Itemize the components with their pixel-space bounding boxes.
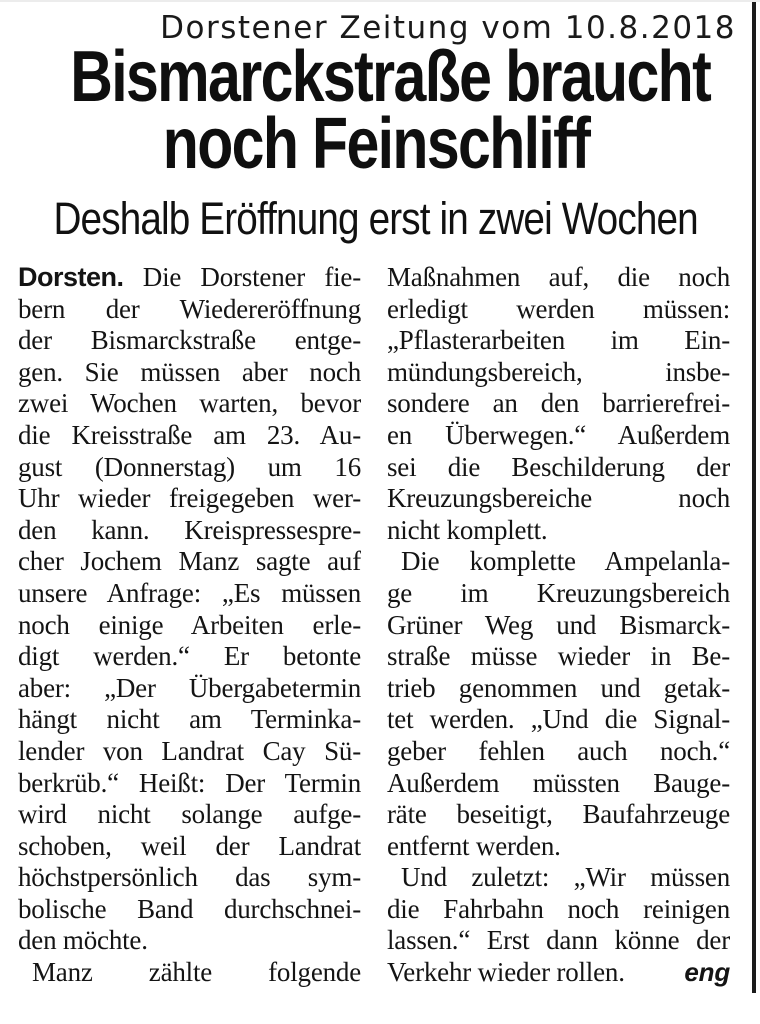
body-text-line: aber: „Der Übergabetermin — [18, 672, 361, 703]
headline-line-2: noch Feinschliff — [162, 104, 590, 184]
body-text: Verkehr wieder rollen. — [387, 957, 625, 988]
body-text-line: zwei Wochen warten, bevor — [18, 388, 361, 419]
body-text-line: geber fehlen auch noch.“ — [387, 735, 730, 766]
body-text-line: lender von Landrat Cay Sü- — [18, 735, 361, 766]
body-text-line: die Kreisstraße am 23. Au- — [18, 419, 361, 450]
article-headline — [0, 37, 752, 184]
body-text-line: sondere an den barrierefrei- — [387, 388, 730, 419]
body-text-line: Außerdem müssten Bauge- — [387, 767, 730, 798]
body-text-line: Und zuletzt: „Wir müssen — [401, 862, 730, 893]
body-text-line: Dorsten. Die Dorstener fie- — [18, 262, 361, 292]
body-text-line: gust (Donnerstag) um 16 — [18, 451, 361, 482]
body-text-line: wird nicht solange aufge- — [18, 799, 361, 830]
body-text-line: schoben, weil der Landrat — [18, 830, 361, 861]
body-column-2 — [387, 262, 730, 989]
body-text-line: cher Jochem Manz sagte auf — [18, 546, 361, 577]
body-text-line: bern der Wiedereröffnung — [18, 293, 361, 324]
body-text-line: noch einige Arbeiten erle- — [18, 609, 361, 640]
body-text-line: gen. Sie müssen aber noch — [18, 356, 361, 387]
body-column-1 — [18, 262, 361, 989]
body-text-line: unsere Anfrage: „Es müssen — [18, 577, 361, 608]
body-text-line: „Pflasterarbeiten im Ein- — [387, 325, 730, 356]
body-text-line — [387, 957, 730, 989]
body-text-line: nicht komplett. — [387, 514, 548, 545]
body-text-line: Kreuzungsbereiche noch — [387, 483, 730, 514]
body-text-line: höchstpersönlich das sym- — [18, 862, 361, 893]
body-text-line: ge im Kreuzungsbereich — [387, 577, 730, 608]
body-text-line: den kann. Kreispressespre- — [18, 514, 361, 545]
author-signature: eng — [684, 957, 730, 988]
body-text-line: entfernt werden. — [387, 830, 561, 861]
dateline-lead-in: Dorsten. — [18, 262, 124, 292]
body-text-line: Grüner Weg und Bismarck- — [387, 609, 730, 640]
body-text-line: tet werden. „Und die Signal- — [387, 704, 730, 735]
body-text-line: Die komplette Ampelanla- — [401, 546, 730, 577]
body-text-line: Manz zählte folgende — [32, 957, 361, 988]
body-text-line: berkrüb.“ Heißt: Der Termin — [18, 767, 361, 798]
scan-top-edge-line — [0, 0, 760, 2]
body-text-line: en Überwegen.“ Außerdem — [387, 419, 730, 450]
body-text-line: mündungsbereich, insbe- — [387, 356, 730, 387]
article-subheadline: Deshalb Eröffnung erst in zwei Wochen — [53, 193, 699, 244]
body-text-line: den möchte. — [18, 925, 148, 956]
body-text-line: Uhr wieder freigegeben wer- — [18, 483, 361, 514]
body-text-line: sei die Beschilderung der — [387, 451, 730, 482]
body-text-line: die Fahrbahn noch reinigen — [387, 893, 730, 924]
body-text-line: Maßnahmen auf, die noch — [387, 262, 730, 292]
body-text-line: räte beseitigt, Baufahrzeuge — [387, 799, 730, 830]
article-body — [18, 262, 730, 989]
body-text-line: lassen.“ Erst dann könne der — [387, 925, 730, 956]
body-text-line: der Bismarckstraße entge- — [18, 325, 361, 356]
body-text-line: trieb genommen und getak- — [387, 672, 730, 703]
body-text-line: digt werden.“ Er betonte — [18, 641, 361, 672]
body-text-line: hängt nicht am Terminka- — [18, 704, 361, 735]
body-text-line: bolische Band durchschnei- — [18, 893, 361, 924]
body-text-line: erledigt werden müssen: — [387, 293, 730, 324]
clipping-source-caption: Dorstener Zeitung vom 10.8.2018 — [160, 10, 736, 46]
body-text-line: straße müsse wieder in Be- — [387, 641, 730, 672]
column-divider-rule — [752, 2, 756, 993]
headline-line-1: Bismarckstraße braucht — [70, 37, 711, 117]
